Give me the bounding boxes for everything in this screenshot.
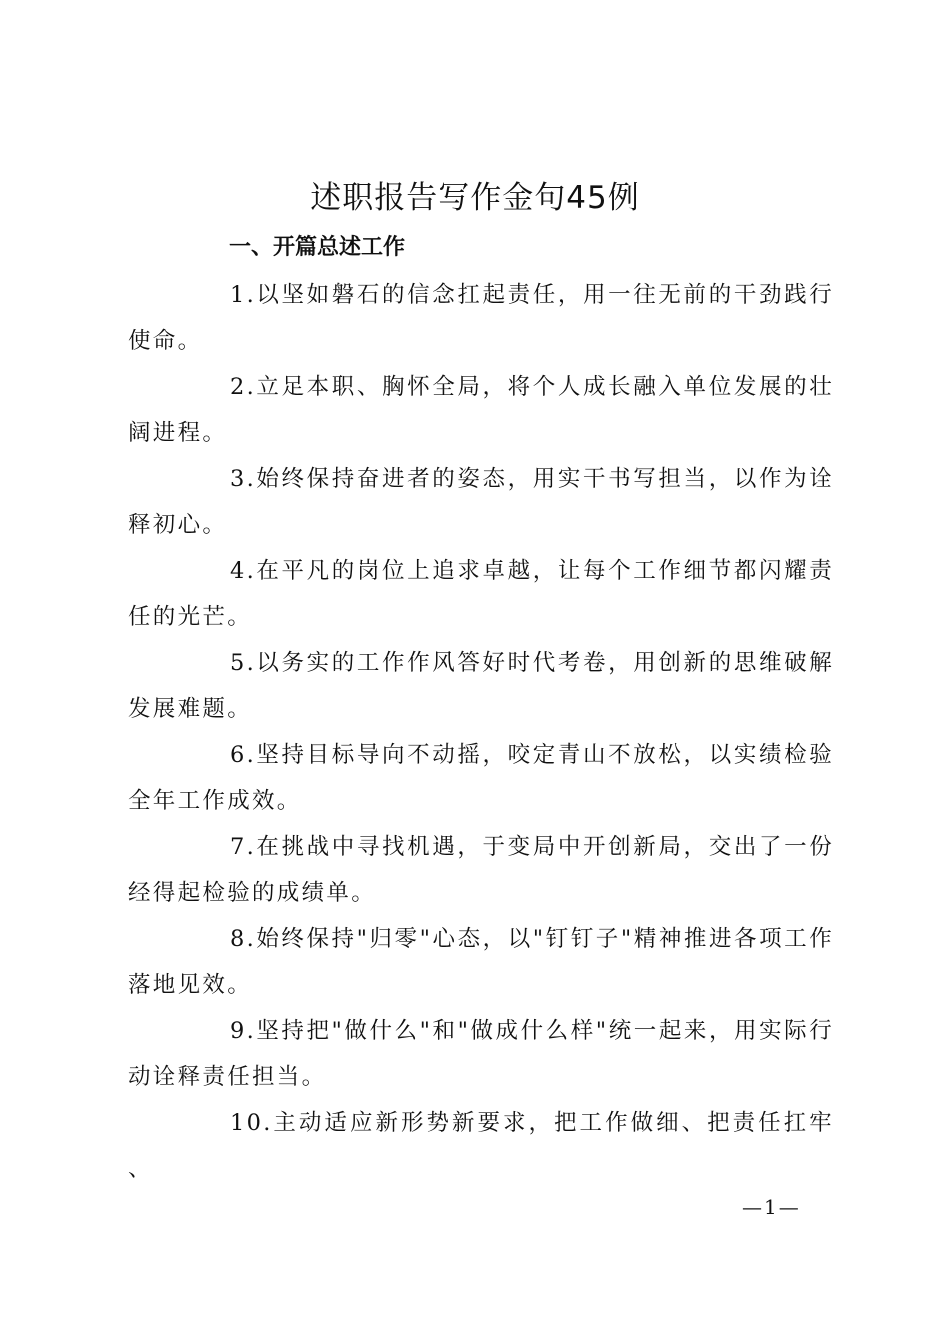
- paragraph-item-2: 2.立足本职、胸怀全局，将个人成长融入单位发展的壮阔进程。: [128, 374, 834, 446]
- section-heading: 一、开篇总述工作: [229, 235, 406, 260]
- page-number: —1—: [742, 1195, 801, 1219]
- document-title: 述职报告写作金句45例: [310, 180, 640, 216]
- paragraph-item-3: 3.始终保持奋进者的姿态，用实干书写担当，以作为诠释初心。: [128, 466, 834, 538]
- paragraph-item-1: 1.以坚如磐石的信念扛起责任，用一往无前的干劲践行使命。: [128, 282, 834, 354]
- paragraph-item-7: 7.在挑战中寻找机遇，于变局中开创新局，交出了一份经得起检验的成绩单。: [128, 834, 834, 906]
- paragraph-item-6: 6.坚持目标导向不动摇，咬定青山不放松，以实绩检验全年工作成效。: [128, 742, 834, 814]
- paragraph-item-4: 4.在平凡的岗位上追求卓越，让每个工作细节都闪耀责任的光芒。: [128, 558, 834, 630]
- paragraph-item-10: 10.主动适应新形势新要求，把工作做细、把责任扛牢、: [128, 1110, 834, 1182]
- paragraph-item-8: 8.始终保持"归零"心态，以"钉钉子"精神推进各项工作落地见效。: [128, 926, 834, 998]
- paragraph-item-5: 5.以务实的工作作风答好时代考卷，用创新的思维破解发展难题。: [128, 650, 834, 722]
- paragraph-item-9: 9.坚持把"做什么"和"做成什么样"统一起来，用实际行动诠释责任担当。: [128, 1018, 834, 1090]
- document-body: [128, 272, 834, 1192]
